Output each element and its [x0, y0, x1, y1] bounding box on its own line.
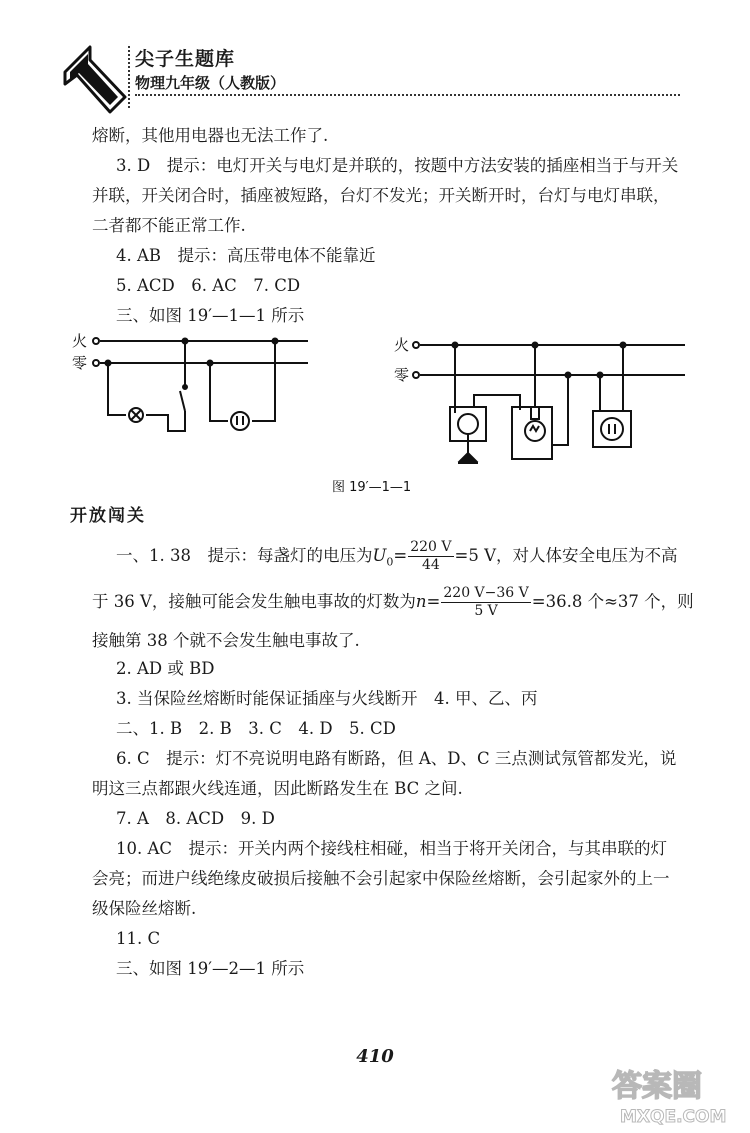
header-divider — [128, 46, 130, 108]
text-line: 二者都不能正常工作. — [92, 216, 246, 235]
text-line: 并联，开关闭合时，插座被短路，台灯不发光；开关断开时，台灯与电灯串联， — [92, 186, 670, 205]
text-line: 一、1. 38 提示：每盏灯的电压为$U_0=$ $\frac{220 V}{44}$ =5 V，对人体安全电压为不高 — [116, 539, 678, 573]
svg-text:MXQE.COM: MXQE.COM — [620, 1107, 727, 1127]
live-wire-label: 火 — [72, 332, 88, 350]
text-line: 10. AC 提示：开关内两个接线柱相碰，相当于将开关闭合，与其串联的灯 — [116, 839, 668, 858]
watermark-logo — [606, 1060, 736, 1130]
text-line: 于 36 V，接触可能会发生触电事故的灯数为n= $\frac{220 V-36 V}{5 V}$ =36.8 个≈37 个，则 — [92, 585, 694, 619]
text-line: 3. D 提示：电灯开关与电灯是并联的，按题中方法安装的插座相当于与开关 — [116, 156, 679, 175]
text-line: 三、如图 19′—1—1 所示 — [116, 306, 305, 325]
fraction: $\frac{220 V}{44}$ — [410, 539, 452, 573]
arrow-logo-icon — [60, 42, 130, 117]
page-number: 410 — [356, 1046, 394, 1067]
neutral-wire-label: 零 — [72, 354, 88, 372]
neutral-wire-label: 零 — [394, 366, 410, 384]
text-line: 接触第 38 个就不会发生触电事故了. — [92, 631, 360, 650]
text-line: 三、如图 19′—2—1 所示 — [116, 959, 305, 978]
book-subtitle: 物理九年级（人教版） — [135, 74, 286, 92]
text-line: 级保险丝熔断. — [92, 899, 197, 918]
text-line: 熔断，其他用电器也无法工作了. — [92, 126, 329, 145]
text-line: 3. 当保险丝熔断时能保证插座与火线断开 4. 甲、乙、丙 — [116, 689, 538, 708]
fraction: $\frac{220 V-36 V}{5 V}$ — [443, 585, 529, 619]
text-line: 7. A 8. ACD 9. D — [116, 809, 275, 828]
book-title: 尖子生题库 — [135, 48, 236, 70]
text-line: 4. AB 提示：高压带电体不能靠近 — [116, 246, 376, 265]
text-line: 5. ACD 6. AC 7. CD — [116, 276, 301, 295]
section-title: 开放闯关 — [70, 506, 146, 526]
svg-text:答案圈: 答案圈 — [612, 1069, 702, 1104]
text-line: 二、1. B 2. B 3. C 4. D 5. CD — [116, 719, 396, 738]
text-line: 会亮；而进户线绝缘皮破损后接触不会引起家中保险丝熔断，会引起家外的上一 — [92, 869, 670, 888]
live-wire-label: 火 — [394, 336, 410, 354]
text-line: 2. AD 或 BD — [116, 659, 215, 678]
text-line: 明这三点都跟火线连通，因此断路发生在 BC 之间. — [92, 779, 463, 798]
circuit-figure — [60, 325, 700, 495]
figure-caption: 图 19′—1—1 — [332, 480, 412, 495]
header-rule — [135, 94, 680, 96]
text-line: 11. C — [116, 929, 161, 948]
text-line: 6. C 提示：灯不亮说明电路有断路，但 A、D、C 三点测试氖管都发光，说 — [116, 749, 677, 768]
